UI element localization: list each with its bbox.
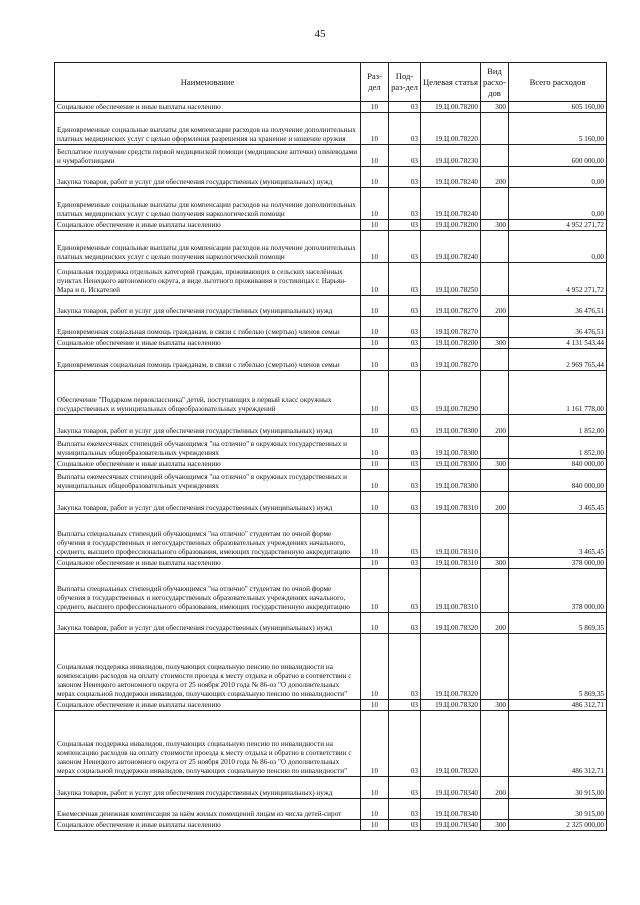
cell-podrazdel: 03 bbox=[389, 113, 421, 145]
cell-podrazdel: 03 bbox=[389, 613, 421, 634]
cell-name: Закупка товаров, работ и услуг для обеспечения государственных (муниципальных) нужд bbox=[55, 415, 361, 437]
cell-sum: 4 952 271,72 bbox=[509, 263, 607, 296]
cell-statya: 19.Ц.00.78270 bbox=[421, 317, 481, 338]
table-row bbox=[55, 700, 607, 711]
cell-statya: 19.Ц.00.78340 bbox=[421, 777, 481, 799]
cell-statya: 19.Ц.00.78270 bbox=[421, 296, 481, 317]
cell-vid bbox=[481, 145, 509, 167]
cell-sum: 4 131 543,44 bbox=[509, 338, 607, 349]
cell-vid bbox=[481, 188, 509, 220]
cell-sum: 840 000,00 bbox=[509, 470, 607, 492]
cell-vid bbox=[481, 317, 509, 338]
cell-podrazdel: 03 bbox=[389, 459, 421, 470]
cell-vid: 200 bbox=[481, 167, 509, 188]
cell-sum: 5 869,35 bbox=[509, 613, 607, 634]
cell-podrazdel: 03 bbox=[389, 231, 421, 263]
table-row bbox=[55, 167, 607, 188]
cell-razdel: 10 bbox=[361, 371, 389, 415]
cell-statya: 19.Ц.00.78240 bbox=[421, 167, 481, 188]
cell-name: Ежемесячная денежная компенсация за наём жилых помещений лицам из числа детей-сирот bbox=[55, 799, 361, 820]
table-row bbox=[55, 613, 607, 634]
cell-name: Единовременные социальные выплаты для компенсации расходов на получение дополнительных платных медицинских услуг с целью получения наркологической помощи bbox=[55, 231, 361, 263]
cell-name: Социальное обеспечение и иные выплаты населению bbox=[55, 338, 361, 349]
cell-vid: 200 bbox=[481, 777, 509, 799]
page-number: 45 bbox=[314, 28, 326, 40]
cell-name: Социальное обеспечение и иные выплаты населению bbox=[55, 459, 361, 470]
cell-vid bbox=[481, 231, 509, 263]
cell-podrazdel: 03 bbox=[389, 188, 421, 220]
budget-table bbox=[54, 62, 607, 831]
table-row bbox=[55, 634, 607, 700]
cell-razdel: 10 bbox=[361, 231, 389, 263]
table-row bbox=[55, 317, 607, 338]
cell-name: Социальное обеспечение и иные выплаты населению bbox=[55, 700, 361, 711]
table-row bbox=[55, 799, 607, 820]
cell-vid bbox=[481, 371, 509, 415]
cell-podrazdel: 03 bbox=[389, 820, 421, 831]
cell-podrazdel: 03 bbox=[389, 700, 421, 711]
cell-sum: 2 325 000,00 bbox=[509, 820, 607, 831]
cell-statya: 19.Ц.00.78300 bbox=[421, 437, 481, 459]
cell-podrazdel: 03 bbox=[389, 711, 421, 777]
cell-sum: 0,00 bbox=[509, 231, 607, 263]
cell-podrazdel: 03 bbox=[389, 799, 421, 820]
cell-razdel: 10 bbox=[361, 569, 389, 613]
cell-name: Единовременные социальные выплаты для компенсации расходов на получение дополнительных платных медицинских услуг с целью оформления разрешения на хранение и ношение оружия bbox=[55, 113, 361, 145]
cell-name: Закупка товаров, работ и услуг для обеспечения государственных (муниципальных) нужд bbox=[55, 777, 361, 799]
cell-sum: 486 312,71 bbox=[509, 711, 607, 777]
cell-statya: 19.Ц.00.78300 bbox=[421, 415, 481, 437]
cell-statya: 19.Ц.00.78320 bbox=[421, 700, 481, 711]
cell-razdel: 10 bbox=[361, 492, 389, 514]
cell-statya: 19.Ц.00.78310 bbox=[421, 569, 481, 613]
cell-sum: 1 161 778,00 bbox=[509, 371, 607, 415]
cell-razdel: 10 bbox=[361, 799, 389, 820]
cell-razdel: 10 bbox=[361, 188, 389, 220]
cell-name: Социальная поддержка инвалидов, получающих социальную пенсию по инвалидности на компенсацию расходов на оплату стоимости проезда к месту отдыха и обратно в соответствии с законом Ненецкого автономного округа от 25 ноября 2010 года № 86-оз "О дополнительных мерах социальной поддержки инвалидов, получающих социальную пенсию по инвалидности" bbox=[55, 634, 361, 700]
cell-vid: 300 bbox=[481, 102, 509, 113]
cell-statya: 19.Ц.00.78200 bbox=[421, 220, 481, 231]
table-row bbox=[55, 470, 607, 492]
cell-statya: 19.Ц.00.78270 bbox=[421, 349, 481, 371]
cell-razdel: 10 bbox=[361, 415, 389, 437]
cell-sum: 1 852,00 bbox=[509, 437, 607, 459]
header-total: Всего расходов bbox=[509, 63, 607, 102]
cell-statya: 19.Ц.00.78310 bbox=[421, 558, 481, 569]
cell-statya: 19.Ц.00.78250 bbox=[421, 263, 481, 296]
cell-statya: 19.Ц.00.78290 bbox=[421, 371, 481, 415]
cell-statya: 19.Ц.00.78200 bbox=[421, 102, 481, 113]
cell-statya: 19.Ц.00.78320 bbox=[421, 634, 481, 700]
cell-statya: 19.Ц.00.78240 bbox=[421, 188, 481, 220]
cell-razdel: 10 bbox=[361, 296, 389, 317]
cell-razdel: 10 bbox=[361, 113, 389, 145]
cell-statya: 19.Ц.00.78310 bbox=[421, 492, 481, 514]
cell-podrazdel: 03 bbox=[389, 167, 421, 188]
cell-sum: 30 915,00 bbox=[509, 799, 607, 820]
table-row bbox=[55, 777, 607, 799]
header-podrazdel: Под-раз-дел bbox=[389, 63, 421, 102]
header-name: Наименование bbox=[55, 63, 361, 102]
cell-name: Закупка товаров, работ и услуг для обеспечения государственных (муниципальных) нужд bbox=[55, 613, 361, 634]
table-row bbox=[55, 820, 607, 831]
cell-name: Выплаты специальных стипендий обучающимся "на отлично" студентам по очной форме обучения в государственных и негосударственных образовательных учреждениях начального, среднего, высшего профессионального образования, имеющих государственную аккредитацию bbox=[55, 569, 361, 613]
cell-sum: 4 952 271,72 bbox=[509, 220, 607, 231]
cell-sum: 5 869,35 bbox=[509, 634, 607, 700]
cell-razdel: 10 bbox=[361, 102, 389, 113]
cell-sum: 486 312,71 bbox=[509, 700, 607, 711]
header-razdel: Раз-дел bbox=[361, 63, 389, 102]
table-row bbox=[55, 113, 607, 145]
cell-vid: 200 bbox=[481, 492, 509, 514]
cell-podrazdel: 03 bbox=[389, 296, 421, 317]
cell-vid bbox=[481, 634, 509, 700]
cell-sum: 30 915,00 bbox=[509, 777, 607, 799]
cell-name: Социальное обеспечение и иные выплаты населению bbox=[55, 820, 361, 831]
cell-statya: 19.Ц.00.78200 bbox=[421, 338, 481, 349]
cell-podrazdel: 03 bbox=[389, 220, 421, 231]
cell-statya: 19.Ц.00.78230 bbox=[421, 145, 481, 167]
cell-podrazdel: 03 bbox=[389, 634, 421, 700]
table-row bbox=[55, 569, 607, 613]
cell-razdel: 10 bbox=[361, 145, 389, 167]
cell-podrazdel: 03 bbox=[389, 371, 421, 415]
cell-vid: 200 bbox=[481, 296, 509, 317]
cell-name: Социальное обеспечение и иные выплаты населению bbox=[55, 558, 361, 569]
cell-sum: 600 000,00 bbox=[509, 145, 607, 167]
cell-name: Обеспечение "Подарком первоклассника" детей, поступающих в первый класс окружных государственных и муниципальных общеобразовательных учреждений bbox=[55, 371, 361, 415]
cell-name: Закупка товаров, работ и услуг для обеспечения государственных (муниципальных) нужд bbox=[55, 296, 361, 317]
cell-name: Социальная поддержка отдельных категорий граждан, проживающих в сельских населённых пунктах Ненецкого автономного округа, в виде льготного проживания в гостиницах г. Нарьян-Мара и п. Искателей bbox=[55, 263, 361, 296]
cell-razdel: 10 bbox=[361, 558, 389, 569]
cell-podrazdel: 03 bbox=[389, 349, 421, 371]
cell-podrazdel: 03 bbox=[389, 338, 421, 349]
cell-vid bbox=[481, 514, 509, 558]
cell-name: Бесплатное получение средств первой медицинской помощи (медицинские аптечки) оленеводами и чумработницами bbox=[55, 145, 361, 167]
cell-vid bbox=[481, 799, 509, 820]
cell-razdel: 10 bbox=[361, 700, 389, 711]
cell-name: Выплаты ежемесячных стипендий обучающимся "на отлично" в окружных государственных и муниципальных общеобразовательных учреждениях bbox=[55, 437, 361, 459]
cell-razdel: 10 bbox=[361, 820, 389, 831]
cell-vid: 300 bbox=[481, 558, 509, 569]
cell-statya: 19.Ц.00.78320 bbox=[421, 613, 481, 634]
cell-vid: 200 bbox=[481, 415, 509, 437]
table-row bbox=[55, 145, 607, 167]
table-row bbox=[55, 711, 607, 777]
cell-razdel: 10 bbox=[361, 338, 389, 349]
cell-podrazdel: 03 bbox=[389, 263, 421, 296]
cell-vid: 300 bbox=[481, 459, 509, 470]
cell-name: Социальное обеспечение и иные выплаты населению bbox=[55, 220, 361, 231]
cell-sum: 0,00 bbox=[509, 167, 607, 188]
cell-podrazdel: 03 bbox=[389, 145, 421, 167]
table-row bbox=[55, 415, 607, 437]
table-row bbox=[55, 459, 607, 470]
cell-sum: 840 000,00 bbox=[509, 459, 607, 470]
cell-name: Выплаты ежемесячных стипендий обучающимся "на отлично" в окружных государственных и муниципальных общеобразовательных учреждениях bbox=[55, 470, 361, 492]
table-row bbox=[55, 263, 607, 296]
cell-razdel: 10 bbox=[361, 613, 389, 634]
cell-razdel: 10 bbox=[361, 317, 389, 338]
cell-podrazdel: 03 bbox=[389, 415, 421, 437]
table-row bbox=[55, 102, 607, 113]
cell-sum: 36 476,51 bbox=[509, 317, 607, 338]
table-row bbox=[55, 492, 607, 514]
cell-name: Социальная поддержка инвалидов, получающих социальную пенсию по инвалидности на компенсацию расходов на оплату стоимости проезда к месту отдыха и обратно в соответствии с законом Ненецкого автономного округа от 25 ноября 2010 года № 86-оз "О дополнительных мерах социальной поддержки инвалидов, получающих социальную пенсию по инвалидности" bbox=[55, 711, 361, 777]
cell-podrazdel: 03 bbox=[389, 514, 421, 558]
cell-vid bbox=[481, 711, 509, 777]
cell-name: Единовременная социальная помощь гражданам, в связи с гибелью (смертью) членов семьи bbox=[55, 349, 361, 371]
cell-vid: 300 bbox=[481, 820, 509, 831]
cell-razdel: 10 bbox=[361, 220, 389, 231]
cell-name: Единовременные социальные выплаты для компенсации расходов на получение дополнительных платных медицинских услуг с целью получения наркологической помощи bbox=[55, 188, 361, 220]
cell-vid bbox=[481, 263, 509, 296]
cell-name: Закупка товаров, работ и услуг для обеспечения государственных (муниципальных) нужд bbox=[55, 492, 361, 514]
cell-podrazdel: 03 bbox=[389, 317, 421, 338]
table-row bbox=[55, 220, 607, 231]
cell-sum: 2 969 765,44 bbox=[509, 349, 607, 371]
cell-vid: 300 bbox=[481, 338, 509, 349]
cell-name: Выплаты специальных стипендий обучающимся "на отлично" студентам по очной форме обучения в государственных и негосударственных образовательных учреждениях начального, среднего, высшего профессионального образования, имеющих государственную аккредитацию bbox=[55, 514, 361, 558]
cell-podrazdel: 03 bbox=[389, 437, 421, 459]
cell-podrazdel: 03 bbox=[389, 558, 421, 569]
table-row bbox=[55, 514, 607, 558]
cell-vid bbox=[481, 349, 509, 371]
cell-sum: 36 476,51 bbox=[509, 296, 607, 317]
cell-name: Закупка товаров, работ и услуг для обеспечения государственных (муниципальных) нужд bbox=[55, 167, 361, 188]
cell-sum: 378 000,00 bbox=[509, 558, 607, 569]
cell-sum: 0,00 bbox=[509, 188, 607, 220]
cell-razdel: 10 bbox=[361, 459, 389, 470]
cell-vid bbox=[481, 569, 509, 613]
cell-statya: 19.Ц.00.78220 bbox=[421, 113, 481, 145]
cell-sum: 5 160,00 bbox=[509, 113, 607, 145]
header-vid: Вид расхо-дов bbox=[481, 63, 509, 102]
cell-razdel: 10 bbox=[361, 514, 389, 558]
cell-vid bbox=[481, 437, 509, 459]
cell-statya: 19.Ц.00.78320 bbox=[421, 711, 481, 777]
cell-podrazdel: 03 bbox=[389, 777, 421, 799]
cell-sum: 605 160,00 bbox=[509, 102, 607, 113]
cell-razdel: 10 bbox=[361, 437, 389, 459]
cell-podrazdel: 03 bbox=[389, 102, 421, 113]
cell-statya: 19.Ц.00.78240 bbox=[421, 231, 481, 263]
cell-sum: 378 000,00 bbox=[509, 569, 607, 613]
table-header-row bbox=[55, 63, 607, 102]
table-row bbox=[55, 296, 607, 317]
cell-statya: 19.Ц.00.78310 bbox=[421, 514, 481, 558]
cell-statya: 19.Ц.00.78300 bbox=[421, 470, 481, 492]
cell-name: Единовременная социальная помощь гражданам, в связи с гибелью (смертью) членов семьи bbox=[55, 317, 361, 338]
cell-sum: 1 852,00 bbox=[509, 415, 607, 437]
cell-razdel: 10 bbox=[361, 634, 389, 700]
cell-sum: 3 465,45 bbox=[509, 492, 607, 514]
table-row bbox=[55, 371, 607, 415]
cell-statya: 19.Ц.00.78340 bbox=[421, 820, 481, 831]
cell-razdel: 10 bbox=[361, 263, 389, 296]
cell-vid: 300 bbox=[481, 220, 509, 231]
cell-statya: 19.Ц.00.78300 bbox=[421, 459, 481, 470]
cell-razdel: 10 bbox=[361, 167, 389, 188]
table-body bbox=[55, 102, 607, 831]
table-row bbox=[55, 558, 607, 569]
table-row bbox=[55, 437, 607, 459]
cell-name: Социальное обеспечение и иные выплаты населению bbox=[55, 102, 361, 113]
cell-sum: 3 465,45 bbox=[509, 514, 607, 558]
table-row bbox=[55, 188, 607, 220]
cell-razdel: 10 bbox=[361, 777, 389, 799]
cell-razdel: 10 bbox=[361, 349, 389, 371]
table-row bbox=[55, 231, 607, 263]
cell-statya: 19.Ц.00.78340 bbox=[421, 799, 481, 820]
cell-podrazdel: 03 bbox=[389, 470, 421, 492]
header-statya: Целевая статья bbox=[421, 63, 481, 102]
cell-podrazdel: 03 bbox=[389, 492, 421, 514]
cell-vid bbox=[481, 470, 509, 492]
cell-razdel: 10 bbox=[361, 711, 389, 777]
cell-vid: 300 bbox=[481, 700, 509, 711]
cell-vid bbox=[481, 113, 509, 145]
table-row bbox=[55, 338, 607, 349]
cell-razdel: 10 bbox=[361, 470, 389, 492]
table-row bbox=[55, 349, 607, 371]
cell-vid: 200 bbox=[481, 613, 509, 634]
cell-podrazdel: 03 bbox=[389, 569, 421, 613]
